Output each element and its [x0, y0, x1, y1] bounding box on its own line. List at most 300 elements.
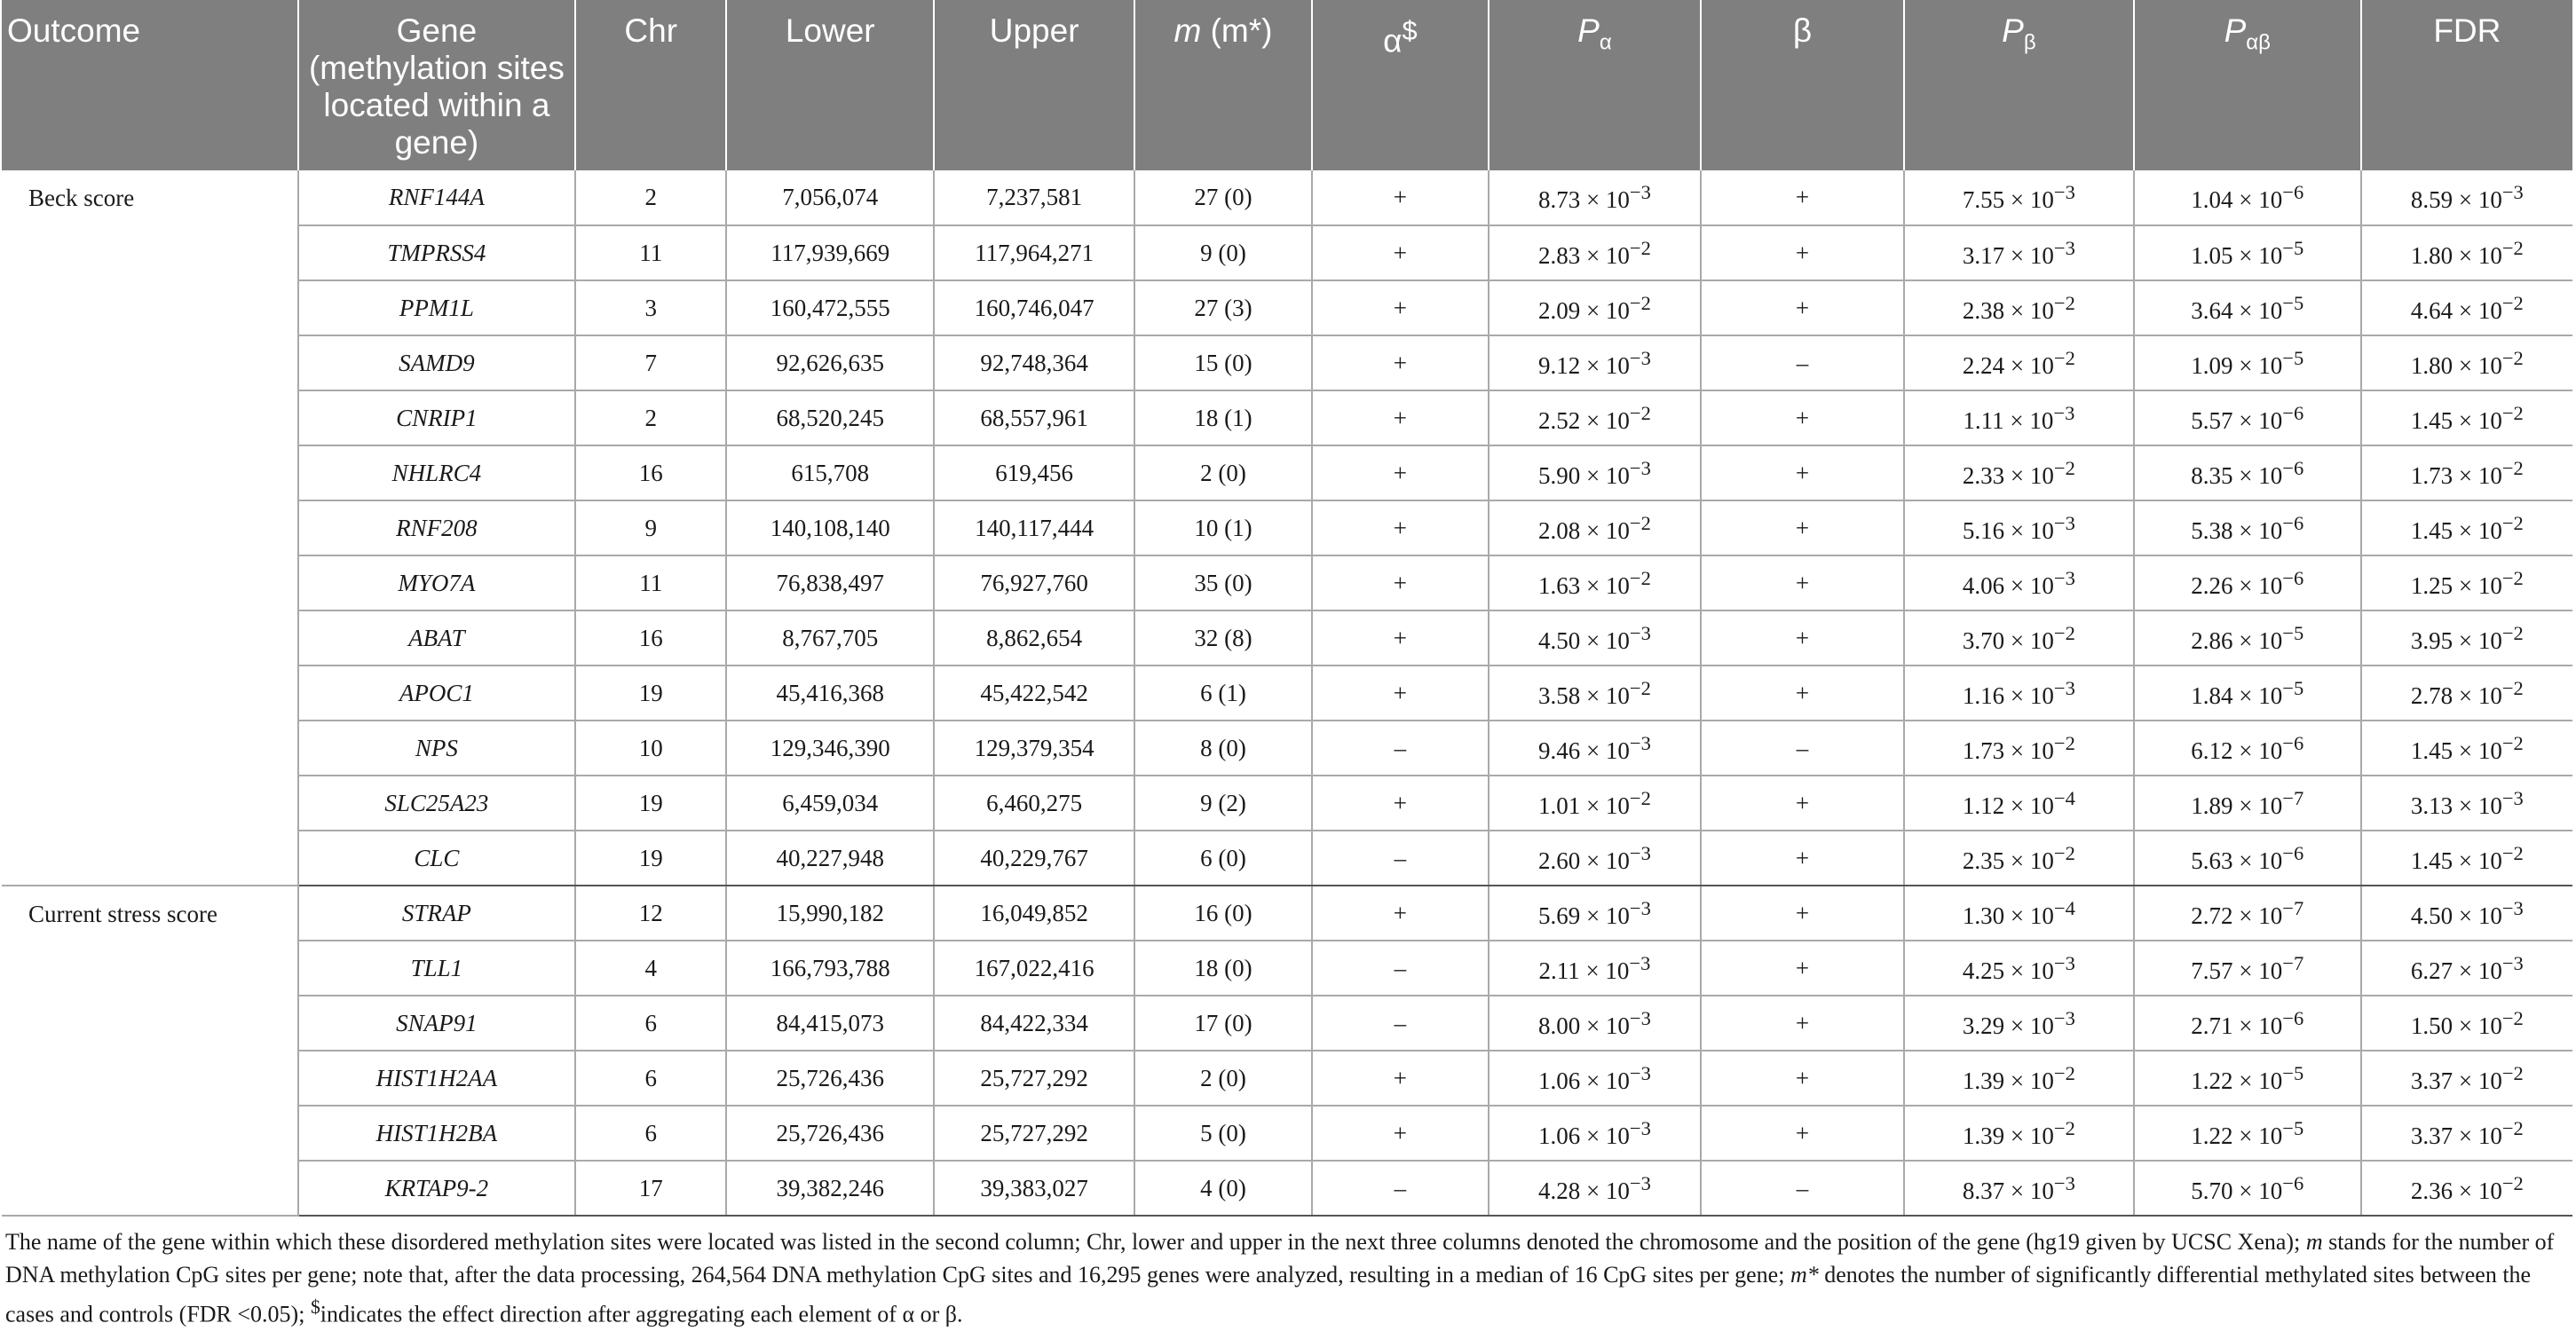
col-lower: Lower [726, 0, 934, 170]
mantissa: 2.83 [1537, 241, 1581, 269]
exponent: −3 [2053, 1006, 2075, 1029]
p-beta-cell: $1.30 \times 10^{-4}$ [1904, 886, 2134, 941]
upper-cell: 92,748,364 [934, 335, 1134, 390]
exponent: −2 [2501, 346, 2524, 369]
p-alpha-cell: $1.63 \times 10^{-2}$ [1489, 555, 1701, 610]
alpha-cell: + [1312, 1106, 1489, 1161]
header-row [2, 0, 2572, 170]
p-beta-cell: $4.06 \times 10^{-3}$ [1904, 555, 2134, 610]
beta-cell: + [1701, 445, 1904, 500]
fdr-cell: $8.59 \times 10^{-3}$ [2361, 170, 2572, 225]
upper-cell: 7,237,581 [934, 170, 1134, 225]
p-alpha-beta-cell: $1.22 \times 10^{-5}$ [2134, 1106, 2361, 1161]
col-p-alpha-beta: $P_{\alpha\beta}$ [2134, 0, 2361, 170]
p-alpha-beta-cell: $6.12 \times 10^{-6}$ [2134, 721, 2361, 776]
mantissa: 8.35 [2191, 461, 2233, 489]
upper-cell: 84,422,334 [934, 996, 1134, 1051]
table-row [2, 886, 2572, 941]
chr-cell: 11 [575, 555, 726, 610]
exponent: −3 [1629, 1006, 1651, 1029]
mantissa: 5.63 [2191, 847, 2233, 874]
p-alpha-cell: $5.69 \times 10^{-3}$ [1489, 886, 1701, 941]
p-alpha-cell: $9.12 \times 10^{-3}$ [1489, 335, 1701, 390]
fdr-cell: $1.80 \times 10^{-2}$ [2361, 225, 2572, 280]
col-p-alpha: $P_\alpha$ [1489, 0, 1701, 170]
mantissa: 3.37 [2410, 1122, 2454, 1149]
gene-cell: RNF144A [298, 170, 576, 225]
p-beta-cell: $3.70 \times 10^{-2}$ [1904, 610, 2134, 666]
mantissa: 1.73 [2410, 461, 2454, 489]
upper-cell: 167,022,416 [934, 941, 1134, 996]
exponent: −3 [1629, 1171, 1651, 1194]
table-row [2, 1161, 2572, 1216]
table-row [2, 610, 2572, 666]
gene-cell: CNRIP1 [298, 390, 576, 445]
mantissa: 3.64 [2191, 296, 2233, 324]
exponent: −2 [2501, 621, 2524, 644]
p-alpha-cell: $2.52 \times 10^{-2}$ [1489, 390, 1701, 445]
exponent: −3 [2053, 676, 2075, 699]
exponent: −2 [2501, 1006, 2524, 1029]
p-alpha-beta-cell: $7.57 \times 10^{-7}$ [2134, 941, 2361, 996]
alpha-cell: + [1312, 500, 1489, 555]
mantissa: 1.50 [2410, 1012, 2454, 1039]
exponent: −2 [1629, 566, 1651, 589]
p-alpha-beta-cell: $1.04 \times 10^{-6}$ [2134, 170, 2361, 225]
chr-cell: 19 [575, 831, 726, 886]
mantissa: 2.60 [1537, 847, 1581, 874]
upper-cell: 25,727,292 [934, 1106, 1134, 1161]
lower-cell: 39,382,246 [726, 1161, 934, 1216]
chr-cell: 12 [575, 886, 726, 941]
lower-cell: 615,708 [726, 445, 934, 500]
p-beta-cell: $2.33 \times 10^{-2}$ [1904, 445, 2134, 500]
gene-cell: NPS [298, 721, 576, 776]
alpha-cell: – [1312, 1161, 1489, 1216]
lower-cell: 76,838,497 [726, 555, 934, 610]
gene-cell: SLC25A23 [298, 776, 576, 831]
upper-cell: 68,557,961 [934, 390, 1134, 445]
p-beta-cell: $8.37 \times 10^{-3}$ [1904, 1161, 2134, 1216]
fdr-cell: $1.45 \times 10^{-2}$ [2361, 721, 2572, 776]
mantissa: 3.95 [2410, 626, 2454, 654]
lower-cell: 6,459,034 [726, 776, 934, 831]
col-upper: Upper [934, 0, 1134, 170]
beta-cell: – [1701, 721, 1904, 776]
table-row [2, 996, 2572, 1051]
mantissa: 1.39 [1962, 1122, 2005, 1149]
mantissa: 6.27 [2410, 957, 2454, 984]
exponent: −2 [2053, 841, 2075, 864]
lower-cell: 68,520,245 [726, 390, 934, 445]
beta-cell: + [1701, 280, 1904, 335]
p-beta-cell: $1.39 \times 10^{-2}$ [1904, 1051, 2134, 1106]
p-beta-cell: $1.12 \times 10^{-4}$ [1904, 776, 2134, 831]
mantissa: 1.01 [1537, 792, 1581, 819]
mantissa: 1.06 [1537, 1067, 1581, 1094]
gene-cell: NHLRC4 [298, 445, 576, 500]
fdr-cell: $4.64 \times 10^{-2}$ [2361, 280, 2572, 335]
mantissa: 2.09 [1537, 296, 1581, 324]
exponent: −2 [1629, 676, 1651, 699]
upper-cell: 45,422,542 [934, 666, 1134, 721]
exponent: −4 [2053, 896, 2075, 919]
table-footnote: The name of the gene within which these disordered methylation sites were located was listed in the second column; Chr, lower and upper in the next three columns denoted the chromosome and the position of the gene (hg19 given by UCSC Xena); m stands for the number of DNA methylation CpG sites per gene; note that, after the data processing, 264,564 DNA methylation CpG sites and 16,295 genes were analyzed, resulting in a median of 16 CpG sites per gene; m* denotes the number of significantly differential methylated sites between the cases and controls (FDR <0.05); $indicates the effect direction after aggregating each element of α or β. [5, 1229, 2555, 1327]
p-alpha-beta-cell: $3.64 \times 10^{-5}$ [2134, 280, 2361, 335]
p-alpha-beta-cell: $8.35 \times 10^{-6}$ [2134, 445, 2361, 500]
alpha-cell: + [1312, 610, 1489, 666]
exponent: −5 [2282, 236, 2304, 259]
p-alpha-beta-cell: $2.72 \times 10^{-7}$ [2134, 886, 2361, 941]
mantissa: 1.73 [1962, 736, 2005, 764]
upper-cell: 16,049,852 [934, 886, 1134, 941]
upper-cell: 8,862,654 [934, 610, 1134, 666]
p-alpha-beta-cell: $2.86 \times 10^{-5}$ [2134, 610, 2361, 666]
mantissa: 8.00 [1537, 1012, 1581, 1039]
chr-cell: 6 [575, 1051, 726, 1106]
gene-cell: HIST1H2BA [298, 1106, 576, 1161]
m-cell: 9 (0) [1134, 225, 1312, 280]
beta-cell: + [1701, 225, 1904, 280]
p-beta-cell: $2.38 \times 10^{-2}$ [1904, 280, 2134, 335]
fdr-cell: $3.37 \times 10^{-2}$ [2361, 1106, 2572, 1161]
p-alpha-cell: $3.58 \times 10^{-2}$ [1489, 666, 1701, 721]
upper-cell: 40,229,767 [934, 831, 1134, 886]
mantissa: 3.17 [1962, 241, 2005, 269]
mantissa: 4.64 [2410, 296, 2454, 324]
m-cell: 10 (1) [1134, 500, 1312, 555]
lower-cell: 84,415,073 [726, 996, 934, 1051]
beta-cell: + [1701, 390, 1904, 445]
p-alpha-beta-cell: $1.22 \times 10^{-5}$ [2134, 1051, 2361, 1106]
chr-cell: 3 [575, 280, 726, 335]
beta-cell: + [1701, 1051, 1904, 1106]
m-cell: 4 (0) [1134, 1161, 1312, 1216]
mantissa: 3.70 [1962, 626, 2005, 654]
exponent: −2 [2501, 1061, 2524, 1084]
fdr-cell: $1.80 \times 10^{-2}$ [2361, 335, 2572, 390]
table-row [2, 500, 2572, 555]
exponent: −2 [1629, 511, 1651, 534]
exponent: −5 [2282, 1061, 2304, 1084]
chr-cell: 2 [575, 170, 726, 225]
mantissa: 3.29 [1962, 1012, 2005, 1039]
p-beta-cell: $7.55 \times 10^{-3}$ [1904, 170, 2134, 225]
m-cell: 17 (0) [1134, 996, 1312, 1051]
table-row [2, 390, 2572, 445]
gene-cell: TLL1 [298, 941, 576, 996]
m-cell: 35 (0) [1134, 555, 1312, 610]
p-alpha-beta-cell: $1.84 \times 10^{-5}$ [2134, 666, 2361, 721]
exponent: −6 [2282, 181, 2304, 203]
p-alpha-beta-cell: $5.70 \times 10^{-6}$ [2134, 1161, 2361, 1216]
col-chr: Chr [575, 0, 726, 170]
p-alpha-cell: $9.46 \times 10^{-3}$ [1489, 721, 1701, 776]
mantissa: 5.70 [2191, 1177, 2233, 1204]
fdr-cell: $1.45 \times 10^{-2}$ [2361, 831, 2572, 886]
lower-cell: 160,472,555 [726, 280, 934, 335]
exponent: −2 [2501, 456, 2524, 479]
beta-cell: + [1701, 886, 1904, 941]
table-row [2, 941, 2572, 996]
fdr-cell: $3.95 \times 10^{-2}$ [2361, 610, 2572, 666]
p-alpha-cell: $1.06 \times 10^{-3}$ [1489, 1106, 1701, 1161]
col-p-beta: $P_\beta$ [1904, 0, 2134, 170]
lower-cell: 15,990,182 [726, 886, 934, 941]
fdr-cell: $1.73 \times 10^{-2}$ [2361, 445, 2572, 500]
exponent: −2 [2053, 731, 2075, 754]
upper-cell: 76,927,760 [934, 555, 1134, 610]
col-m: m (m*) [1134, 0, 1312, 170]
exponent: −3 [2053, 401, 2075, 424]
upper-cell: 25,727,292 [934, 1051, 1134, 1106]
exponent: −6 [2282, 1171, 2304, 1194]
mantissa: 5.38 [2191, 516, 2233, 544]
mantissa: 1.45 [2410, 406, 2454, 434]
exponent: −3 [2501, 896, 2524, 919]
exponent: −6 [2282, 566, 2304, 589]
exponent: −3 [1629, 1061, 1651, 1084]
fdr-cell: $1.45 \times 10^{-2}$ [2361, 390, 2572, 445]
chr-cell: 2 [575, 390, 726, 445]
exponent: −6 [2282, 1006, 2304, 1029]
chr-cell: 6 [575, 1106, 726, 1161]
exponent: −2 [2053, 621, 2075, 644]
gene-cell: SAMD9 [298, 335, 576, 390]
alpha-cell: + [1312, 225, 1489, 280]
mantissa: 2.33 [1962, 461, 2005, 489]
exponent: −2 [2501, 566, 2524, 589]
upper-cell: 6,460,275 [934, 776, 1134, 831]
exponent: −5 [2282, 291, 2304, 314]
table-row [2, 445, 2572, 500]
table-row [2, 776, 2572, 831]
p-alpha-cell: $4.28 \times 10^{-3}$ [1489, 1161, 1701, 1216]
exponent: −5 [2282, 676, 2304, 699]
exponent: −2 [2501, 236, 2524, 259]
exponent: −2 [2501, 841, 2524, 864]
m-cell: 8 (0) [1134, 721, 1312, 776]
p-alpha-beta-cell: $2.26 \times 10^{-6}$ [2134, 555, 2361, 610]
m-cell: 15 (0) [1134, 335, 1312, 390]
chr-cell: 10 [575, 721, 726, 776]
table-row [2, 1106, 2572, 1161]
alpha-cell: + [1312, 666, 1489, 721]
chr-cell: 19 [575, 776, 726, 831]
exponent: −2 [2501, 511, 2524, 534]
exponent: −2 [1629, 291, 1651, 314]
mantissa: 1.05 [2191, 241, 2233, 269]
mantissa: 4.06 [1962, 571, 2005, 599]
p-alpha-beta-cell: $1.05 \times 10^{-5}$ [2134, 225, 2361, 280]
exponent: −3 [1629, 181, 1651, 203]
mantissa: 4.28 [1537, 1177, 1581, 1204]
exponent: −3 [1629, 731, 1651, 754]
p-beta-cell: $2.35 \times 10^{-2}$ [1904, 831, 2134, 886]
p-alpha-cell: $4.50 \times 10^{-3}$ [1489, 610, 1701, 666]
alpha-cell: + [1312, 280, 1489, 335]
exponent: −2 [1629, 401, 1651, 424]
lower-cell: 117,939,669 [726, 225, 934, 280]
exponent: −3 [2053, 511, 2075, 534]
lower-cell: 7,056,074 [726, 170, 934, 225]
mantissa: 8.59 [2410, 186, 2454, 213]
mantissa: 3.58 [1537, 681, 1581, 709]
mantissa: 1.89 [2191, 792, 2233, 819]
alpha-cell: + [1312, 445, 1489, 500]
table-row [2, 225, 2572, 280]
chr-cell: 7 [575, 335, 726, 390]
outcome-cell: Current stress score [2, 886, 298, 1216]
beta-cell: + [1701, 666, 1904, 721]
table-container [2, 0, 2572, 1331]
exponent: −3 [1629, 841, 1651, 864]
p-alpha-cell: $2.60 \times 10^{-3}$ [1489, 831, 1701, 886]
exponent: −2 [1629, 786, 1651, 809]
beta-cell: + [1701, 610, 1904, 666]
exponent: −2 [1629, 236, 1651, 259]
p-alpha-cell: $8.73 \times 10^{-3}$ [1489, 170, 1701, 225]
results-table [2, 0, 2572, 1217]
exponent: −3 [1629, 896, 1651, 919]
fdr-cell: $6.27 \times 10^{-3}$ [2361, 941, 2572, 996]
fdr-cell: $1.45 \times 10^{-2}$ [2361, 500, 2572, 555]
fdr-cell: $2.36 \times 10^{-2}$ [2361, 1161, 2572, 1216]
mantissa: 2.38 [1962, 296, 2005, 324]
lower-cell: 8,767,705 [726, 610, 934, 666]
alpha-cell: + [1312, 390, 1489, 445]
exponent: −3 [2053, 566, 2075, 589]
upper-cell: 39,383,027 [934, 1161, 1134, 1216]
table-row [2, 831, 2572, 886]
lower-cell: 129,346,390 [726, 721, 934, 776]
fdr-cell: $1.50 \times 10^{-2}$ [2361, 996, 2572, 1051]
mantissa: 5.69 [1537, 902, 1581, 929]
mantissa: 2.72 [2191, 902, 2233, 929]
col-outcome: Outcome [2, 0, 298, 170]
exponent: −2 [2501, 731, 2524, 754]
table-row [2, 1051, 2572, 1106]
p-alpha-beta-cell: $2.71 \times 10^{-6}$ [2134, 996, 2361, 1051]
gene-cell: APOC1 [298, 666, 576, 721]
col-beta: β [1701, 0, 1904, 170]
exponent: −6 [2282, 511, 2304, 534]
lower-cell: 40,227,948 [726, 831, 934, 886]
beta-cell: + [1701, 831, 1904, 886]
p-beta-cell: $2.24 \times 10^{-2}$ [1904, 335, 2134, 390]
beta-cell: + [1701, 776, 1904, 831]
chr-cell: 9 [575, 500, 726, 555]
lower-cell: 45,416,368 [726, 666, 934, 721]
gene-cell: STRAP [298, 886, 576, 941]
beta-cell: + [1701, 941, 1904, 996]
beta-cell: + [1701, 555, 1904, 610]
m-cell: 2 (0) [1134, 1051, 1312, 1106]
mantissa: 2.71 [2191, 1012, 2233, 1039]
exponent: −6 [2282, 401, 2304, 424]
p-beta-cell: $1.73 \times 10^{-2}$ [1904, 721, 2134, 776]
mantissa: 1.12 [1962, 792, 2005, 819]
table-row [2, 170, 2572, 225]
exponent: −2 [2053, 346, 2075, 369]
mantissa: 5.90 [1537, 461, 1581, 489]
mantissa: 2.36 [2410, 1177, 2454, 1204]
mantissa: 2.86 [2191, 626, 2233, 654]
chr-cell: 11 [575, 225, 726, 280]
chr-cell: 4 [575, 941, 726, 996]
m-cell: 18 (1) [1134, 390, 1312, 445]
exponent: −2 [2053, 1061, 2075, 1084]
mantissa: 1.22 [2191, 1122, 2233, 1149]
alpha-cell: + [1312, 335, 1489, 390]
m-cell: 18 (0) [1134, 941, 1312, 996]
exponent: −2 [2501, 291, 2524, 314]
exponent: −5 [2282, 621, 2304, 644]
mantissa: 1.11 [1963, 406, 2004, 434]
m-cell: 5 (0) [1134, 1106, 1312, 1161]
gene-cell: KRTAP9-2 [298, 1161, 576, 1216]
fdr-cell: $2.78 \times 10^{-2}$ [2361, 666, 2572, 721]
mantissa: 1.22 [2191, 1067, 2233, 1094]
col-alpha: α$ [1312, 0, 1489, 170]
p-alpha-beta-cell: $5.38 \times 10^{-6}$ [2134, 500, 2361, 555]
alpha-cell: + [1312, 170, 1489, 225]
beta-cell: – [1701, 1161, 1904, 1216]
table-row [2, 721, 2572, 776]
table-row [2, 280, 2572, 335]
upper-cell: 160,746,047 [934, 280, 1134, 335]
mantissa: 9.12 [1537, 351, 1581, 379]
p-alpha-cell: $1.01 \times 10^{-2}$ [1489, 776, 1701, 831]
m-cell: 32 (8) [1134, 610, 1312, 666]
lower-cell: 25,726,436 [726, 1051, 934, 1106]
mantissa: 1.09 [2191, 351, 2233, 379]
m-cell: 6 (1) [1134, 666, 1312, 721]
mantissa: 1.16 [1962, 681, 2005, 709]
p-alpha-beta-cell: $5.57 \times 10^{-6}$ [2134, 390, 2361, 445]
exponent: −6 [2282, 841, 2304, 864]
mantissa: 2.52 [1537, 406, 1581, 434]
p-beta-cell: $3.29 \times 10^{-3}$ [1904, 996, 2134, 1051]
exponent: −2 [2053, 291, 2075, 314]
chr-cell: 17 [575, 1161, 726, 1216]
exponent: −2 [2053, 456, 2075, 479]
exponent: −7 [2282, 786, 2304, 809]
exponent: −2 [2501, 676, 2524, 699]
mantissa: 1.25 [2410, 571, 2454, 599]
gene-cell: ABAT [298, 610, 576, 666]
exponent: −7 [2282, 951, 2304, 974]
mantissa: 4.50 [2410, 902, 2454, 929]
mantissa: 6.12 [2191, 736, 2233, 764]
exponent: −7 [2282, 896, 2304, 919]
alpha-cell: – [1312, 996, 1489, 1051]
chr-cell: 6 [575, 996, 726, 1051]
exponent: −3 [2501, 951, 2524, 974]
mantissa: 5.16 [1962, 516, 2005, 544]
p-beta-cell: $4.25 \times 10^{-3}$ [1904, 941, 2134, 996]
mantissa: 9.46 [1537, 736, 1581, 764]
p-alpha-beta-cell: $5.63 \times 10^{-6}$ [2134, 831, 2361, 886]
mantissa: 1.04 [2191, 186, 2233, 213]
alpha-cell: – [1312, 831, 1489, 886]
alpha-cell: – [1312, 721, 1489, 776]
lower-cell: 166,793,788 [726, 941, 934, 996]
lower-cell: 25,726,436 [726, 1106, 934, 1161]
exponent: −3 [2053, 1171, 2075, 1194]
p-beta-cell: $1.39 \times 10^{-2}$ [1904, 1106, 2134, 1161]
mantissa: 4.25 [1962, 957, 2005, 984]
